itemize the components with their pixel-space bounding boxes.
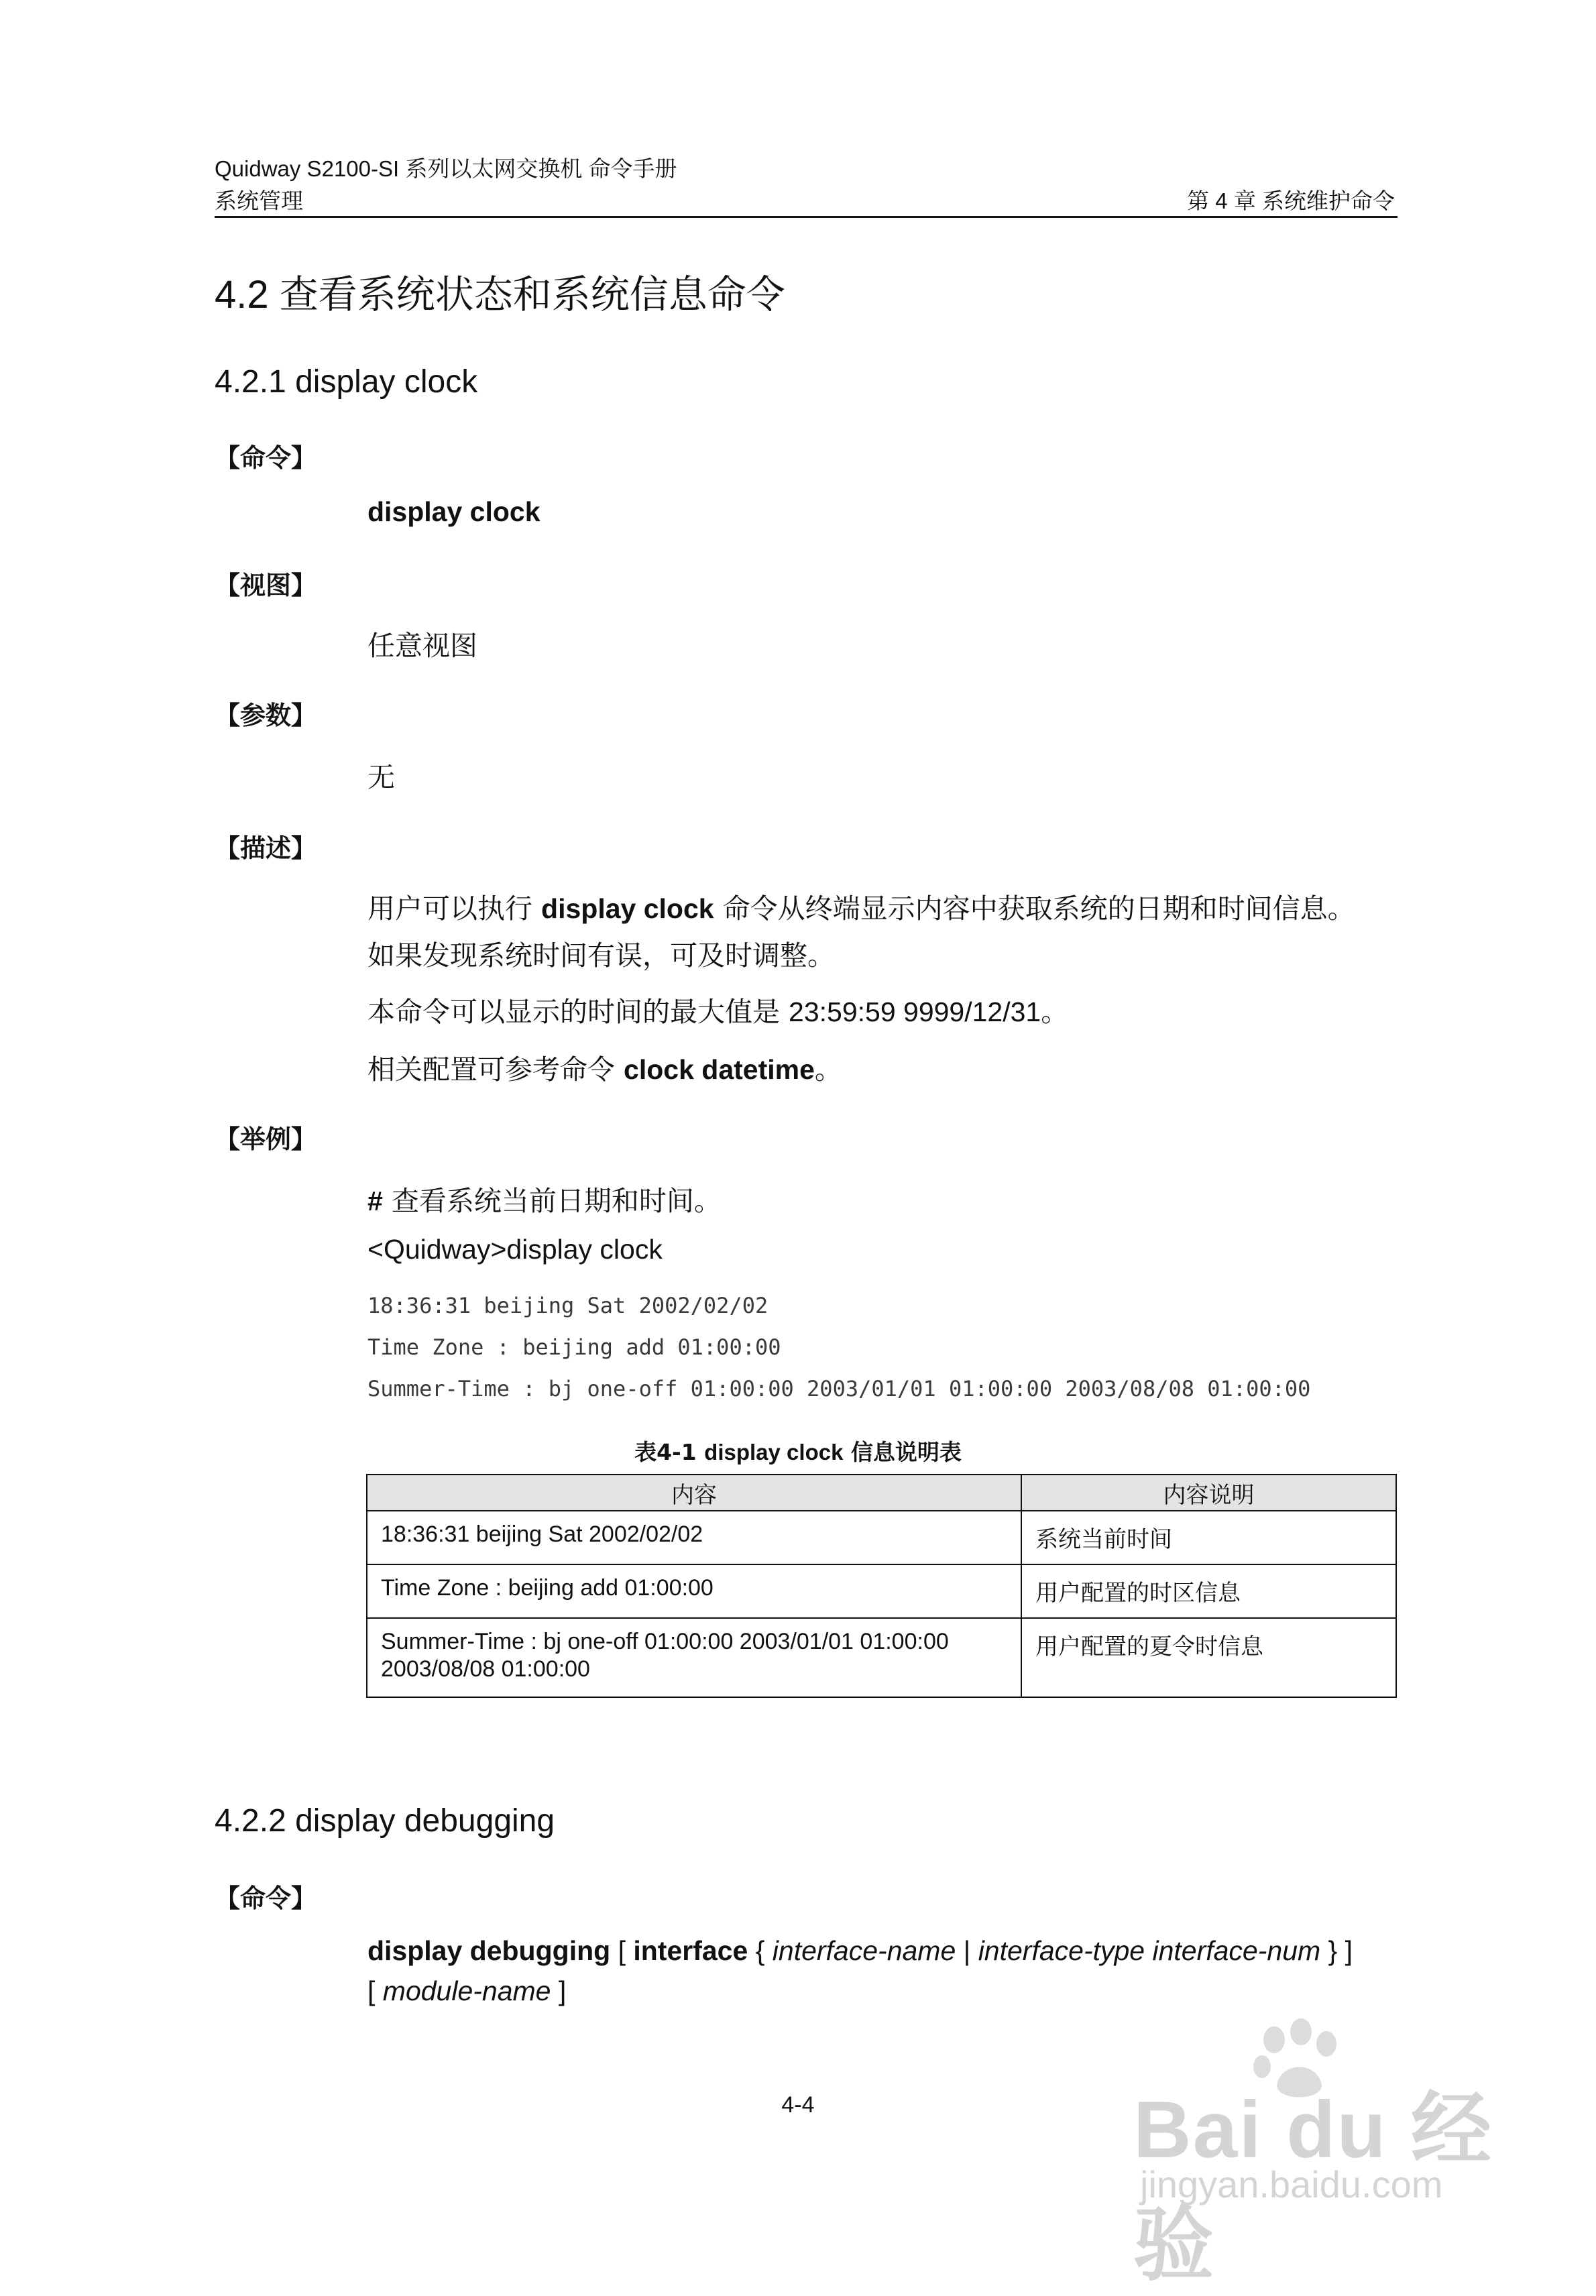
table-row	[367, 1564, 1396, 1618]
table-cell: 18:36:31 beijing Sat 2002/02/02	[367, 1511, 1021, 1564]
example-comment: # 查看系统当前日期和时间。	[367, 1185, 722, 1217]
table-row	[367, 1511, 1396, 1564]
description-paragraph-2: 本命令可以显示的时间的最大值是 23:59:59 9999/12/31。	[367, 996, 1069, 1028]
section-title: 4.2 查看系统状态和系统信息命令	[215, 273, 785, 317]
example-prompt: <Quidway>display clock	[367, 1234, 663, 1265]
table-cell: 系统当前时间	[1021, 1511, 1396, 1564]
command-syntax: display clock	[367, 496, 540, 527]
description-paragraph-1-cont: 如果发现系统时间有误，可及时调整。	[367, 939, 835, 972]
command-syntax-debugging-cont: [ module-name ]	[367, 1975, 567, 2006]
page-number: 4-4	[781, 2092, 815, 2118]
command-ref-clock-datetime: clock datetime	[624, 1054, 815, 1085]
table-caption: 表4-1 display clock 信息说明表	[634, 1439, 962, 1465]
watermark-logo: Bai du 经验	[1133, 2085, 1493, 2290]
table-cell: Time Zone : beijing add 01:00:00	[367, 1564, 1021, 1618]
output-line-3: Summer-Time : bj one-off 01:00:00 2003/01/01 01:00:00 2003/08/08 01:00:00	[367, 1376, 1311, 1401]
params-label: 【参数】	[215, 701, 317, 730]
example-label: 【举例】	[215, 1125, 317, 1154]
view-label: 【视图】	[215, 571, 317, 600]
header-rule	[215, 216, 1398, 218]
table-header-row	[367, 1475, 1396, 1511]
command-syntax-debugging: display debugging [ interface { interface-name | interface-type interface-num } ]	[367, 1935, 1353, 1966]
table-cell: Summer-Time : bj one-off 01:00:00 2003/01/01 01:00:00 2003/08/08 01:00:00	[367, 1618, 1021, 1697]
watermark-url: jingyan.baidu.com	[1140, 2163, 1443, 2205]
header-section: 系统管理	[215, 188, 303, 213]
header-chapter: 第 4 章 系统维护命令	[1187, 188, 1395, 213]
table-cell: 用户配置的时区信息	[1021, 1564, 1396, 1618]
baidu-jingyan-watermark	[1133, 2018, 1509, 2290]
table-header-content: 内容	[367, 1475, 1021, 1511]
subsection-title-display-debugging: 4.2.2 display debugging	[215, 1803, 555, 1839]
command-label-2: 【命令】	[215, 1884, 317, 1913]
command-ref-display-clock: display clock	[541, 893, 714, 924]
table-header-description: 内容说明	[1021, 1475, 1396, 1511]
params-text: 无	[367, 761, 395, 793]
view-text: 任意视图	[367, 630, 477, 662]
header-title: Quidway S2100-SI 系列以太网交换机 命令手册	[215, 156, 677, 181]
output-line-1: 18:36:31 beijing Sat 2002/02/02	[367, 1293, 768, 1318]
description-label: 【描述】	[215, 834, 317, 863]
description-paragraph-1: 用户可以执行 display clock 命令从终端显示内容中获取系统的日期和时间信息。	[367, 893, 1355, 925]
command-label: 【命令】	[215, 443, 317, 473]
table-cell: 用户配置的夏令时信息	[1021, 1618, 1396, 1697]
display-clock-info-table	[366, 1474, 1397, 1698]
table-row	[367, 1618, 1396, 1697]
subsection-title-display-clock: 4.2.1 display clock	[215, 364, 478, 400]
description-paragraph-3: 相关配置可参考命令 clock datetime。	[367, 1053, 842, 1086]
output-line-2: Time Zone : beijing add 01:00:00	[367, 1334, 781, 1360]
